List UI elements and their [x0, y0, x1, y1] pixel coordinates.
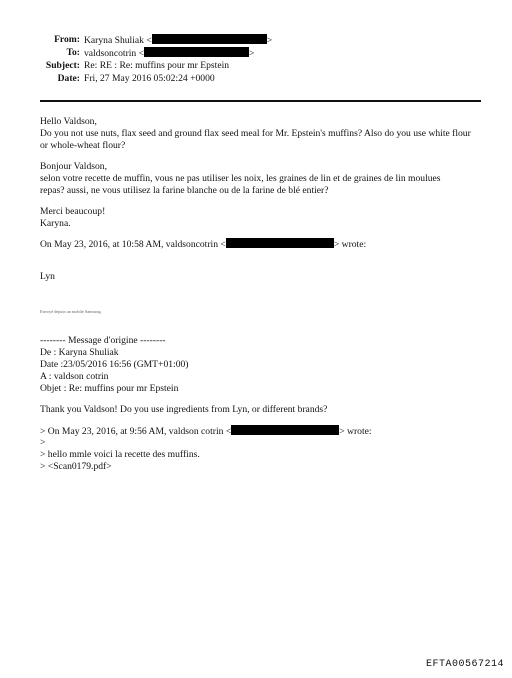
quoted-line: > hello mmle voici la recette des muffins.: [40, 449, 200, 460]
body-line: A : valdson cotrin: [40, 371, 109, 382]
body-line: Objet : Re: muffins pour mr Epstein: [40, 383, 179, 394]
date-label: Date:: [57, 73, 80, 84]
body-line: Hello Valdson,: [40, 116, 97, 127]
to-label: To:: [66, 47, 80, 58]
redaction-bar: [152, 34, 267, 44]
to-value: valdsoncotrin < >: [84, 48, 255, 59]
from-label: From:: [54, 34, 80, 45]
body-line: or whole-wheat flour?: [40, 140, 126, 151]
redaction-bar: [226, 238, 334, 248]
body-line: Karyna.: [40, 218, 71, 229]
date-value: Fri, 27 May 2016 05:02:24 +0000: [84, 73, 215, 84]
body-line: De : Karyna Shuliak: [40, 347, 119, 358]
quoted-line: >: [40, 437, 46, 448]
body-line: repas? aussi, ne vous utilisez la farine blanche ou de la farine de blé entier?: [40, 185, 329, 196]
quote-attribution: On May 23, 2016, at 10:58 AM, valdsoncotrin < > wrote:: [40, 239, 367, 250]
body-line: Thank you Valdson! Do you use ingredients from Lyn, or different brands?: [40, 404, 328, 415]
mobile-signature: Envoyé depuis un mobile Samsung.: [40, 309, 102, 314]
quote-attribution: > On May 23, 2016, at 9:56 AM, valdson cotrin < > wrote:: [40, 426, 372, 437]
body-line: Merci beaucoup!: [40, 206, 106, 217]
bates-number: EFTA00567214: [425, 659, 504, 670]
original-message-divider: -------- Message d'origine --------: [40, 335, 166, 346]
body-line: selon votre recette de muffin, vous ne pas utiliser les noix, les graines de lin et de graines de lin moulues: [40, 173, 441, 184]
body-line: Bonjour Valdson,: [40, 161, 107, 172]
signature-name: Lyn: [40, 271, 55, 282]
subject-label: Subject:: [45, 60, 80, 71]
body-line: Do you not use nuts, flax seed and ground flax seed meal for Mr. Epstein's muffins? Also do you use white flour: [40, 128, 471, 139]
redaction-bar: [144, 47, 249, 57]
header-divider: [40, 100, 481, 102]
from-value: Karyna Shuliak < >: [84, 35, 273, 46]
subject-value: Re: RE : Re: muffins pour mr Epstein: [84, 60, 230, 71]
attachment-reference: > <Scan0179.pdf>: [40, 461, 112, 472]
redaction-bar: [231, 425, 339, 435]
body-line: Date :23/05/2016 16:56 (GMT+01:00): [40, 359, 189, 370]
